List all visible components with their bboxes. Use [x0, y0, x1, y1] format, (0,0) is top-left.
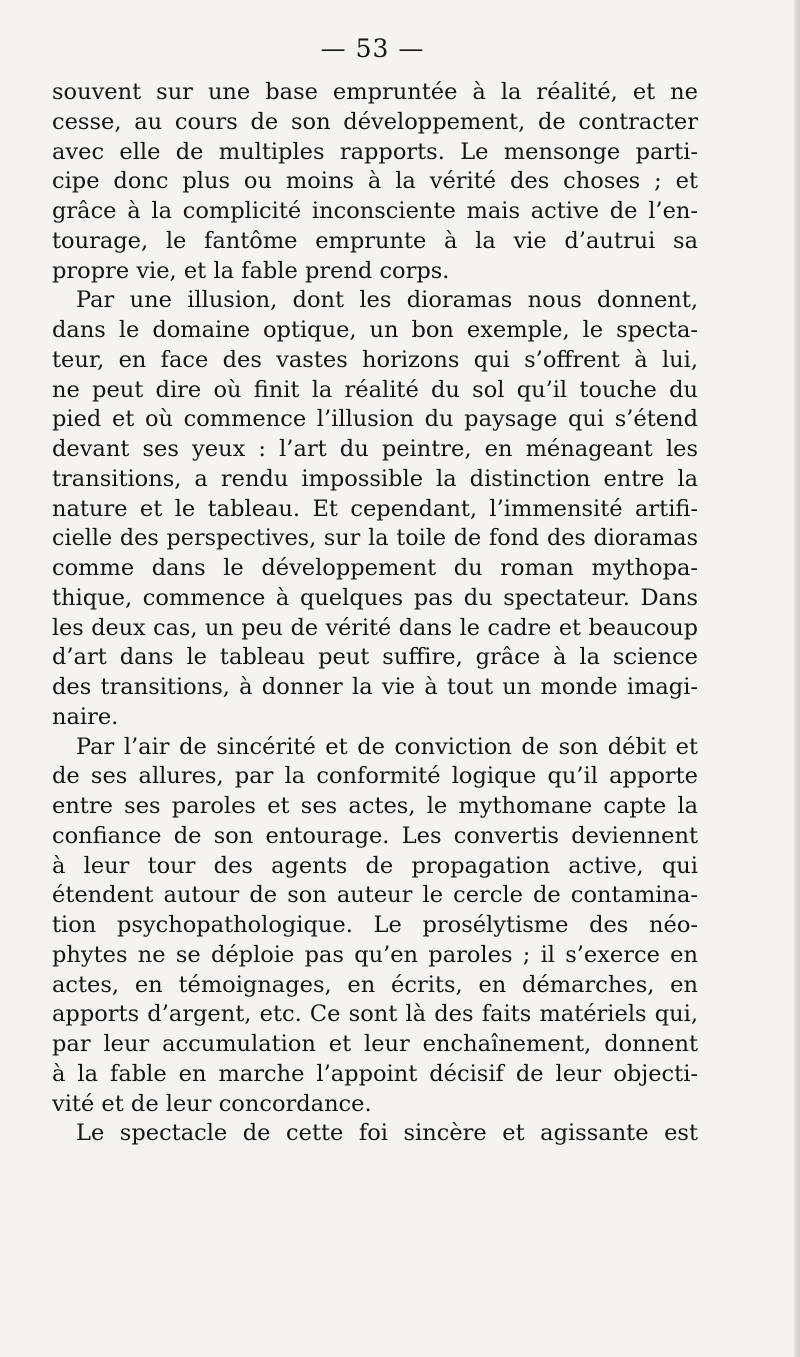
- text-line: devant ses yeux : l’art du peintre, en ménageant les: [52, 436, 698, 462]
- text-line: naire.: [52, 703, 119, 730]
- text-line: Par une illusion, dont les dioramas nous donnent,: [76, 287, 698, 314]
- text-line: pied et où commence l’illusion du paysage qui s’étend: [52, 406, 698, 433]
- text-line: par leur accumulation et leur enchaînement, donnent: [52, 1031, 698, 1057]
- text-line: à la fable en marche l’appoint décisif de leur objecti-: [52, 1060, 698, 1087]
- text-line: teur, en face des vastes horizons qui s’offrent à lui,: [52, 346, 698, 373]
- text-line: entre ses paroles et ses actes, le mythomane capte la: [52, 793, 698, 819]
- text-line: souvent sur une base empruntée à la réalité, et ne: [52, 79, 698, 105]
- text-line: les deux cas, un peu de vérité dans le cadre et beaucoup: [52, 614, 698, 641]
- text-line: grâce à la complicité inconsciente mais active de l’en-: [52, 198, 698, 224]
- text-line: cesse, au cours de son développement, de contracter: [52, 108, 698, 135]
- text-line: à leur tour des agents de propagation active, qui: [52, 852, 698, 879]
- text-line: transitions, a rendu impossible la distinction entre la: [52, 465, 698, 492]
- text-line: propre vie, et la fable prend corps.: [52, 257, 450, 284]
- text-line: actes, en témoignages, en écrits, en démarches, en: [52, 971, 698, 998]
- text-line: avec elle de multiples rapports. Le mensonge parti-: [52, 138, 698, 165]
- text-line: des transitions, à donner la vie à tout un monde imagi-: [52, 674, 698, 700]
- body-text: [52, 78, 698, 1149]
- text-line: comme dans le développement du roman mythopa-: [52, 555, 698, 581]
- text-line: nature et le tableau. Et cependant, l’immensité artifi-: [52, 495, 698, 522]
- text-line: Par l’air de sincérité et de conviction de son débit et: [76, 733, 698, 760]
- text-line: thique, commence à quelques pas du spectateur. Dans: [52, 584, 698, 611]
- page-number: — 53 —: [320, 34, 425, 63]
- page-edge-shadow: [794, 0, 800, 1357]
- text-line: apports d’argent, etc. Ce sont là des faits matériels qui,: [52, 1001, 698, 1028]
- text-line: cipe donc plus ou moins à la vérité des choses ; et: [52, 168, 698, 195]
- text-line: vité et de leur concordance.: [52, 1090, 372, 1117]
- text-line: confiance de son entourage. Les convertis deviennent: [52, 822, 698, 849]
- text-line: tion psychopathologique. Le prosélytisme des néo-: [52, 912, 698, 938]
- text-line: ne peut dire où finit la réalité du sol qu’il touche du: [52, 376, 698, 403]
- text-line: phytes ne se déploie pas qu’en paroles ; il s’exerce en: [52, 941, 698, 968]
- text-line: cielle des perspectives, sur la toile de fond des dioramas: [52, 525, 698, 552]
- text-line: Le spectacle de cette foi sincère et agissante est: [76, 1120, 698, 1147]
- text-line: dans le domaine optique, un bon exemple, le specta-: [52, 317, 698, 343]
- text-line: étendent autour de son auteur le cercle de contamina-: [52, 882, 698, 909]
- text-line: de ses allures, par la conformité logique qu’il apporte: [52, 763, 698, 790]
- text-line: tourage, le fantôme emprunte à la vie d’autrui sa: [52, 227, 698, 254]
- text-line: d’art dans le tableau peut suffire, grâce à la science: [52, 644, 698, 671]
